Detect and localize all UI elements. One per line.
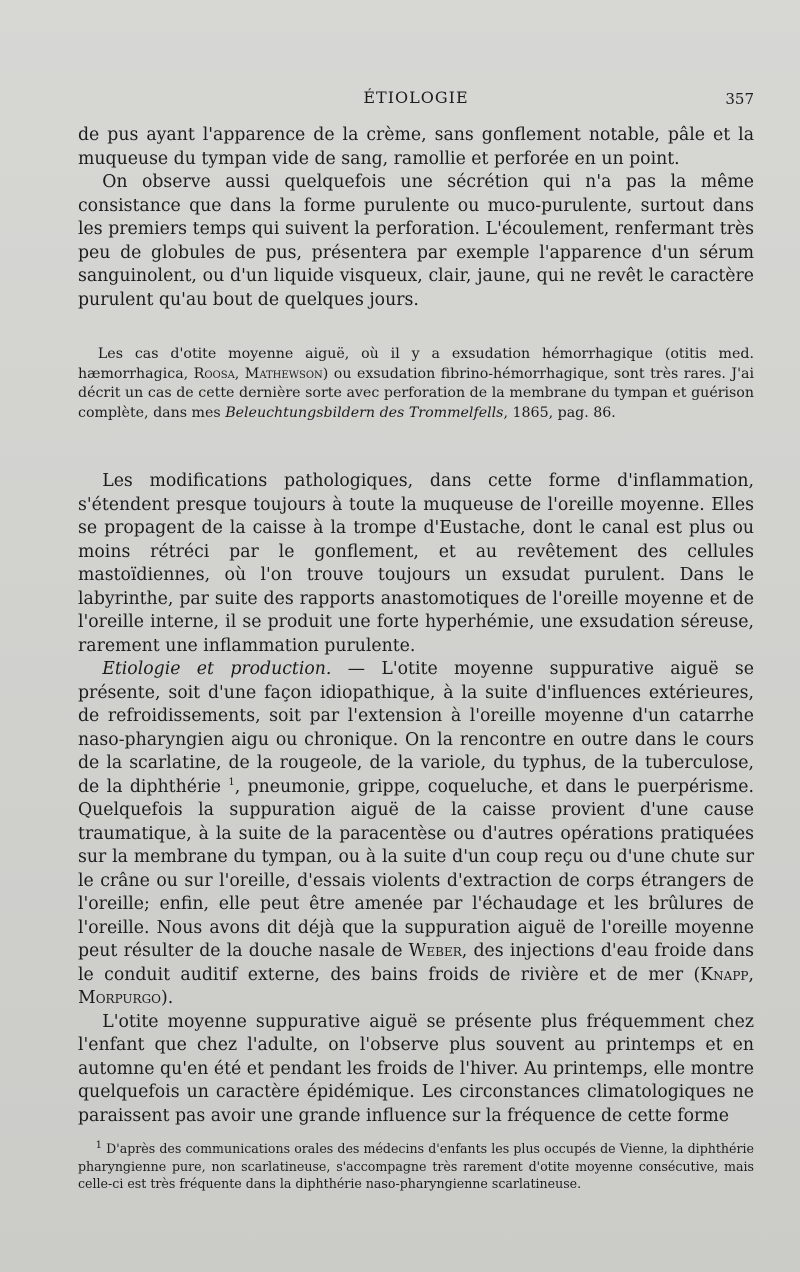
footnote-text: D'après des communications orales des médecins d'enfants les plus occupés de Vienne, la diphthérie pharyngienne pure, non scarlatineuse, s'accompagne très rarement d'otite moyenne consécutive, mais celle-ci est très fréquente dans la diphthérie naso-pharyngienne scarlatineuse. <box>78 1141 754 1191</box>
note-text-b: , <box>234 365 245 382</box>
intro-paragraph-1: de pus ayant l'apparence de la crème, sans gonflement notable, pâle et la muqueuse du tympan vide de sang, ramollie et perforée en un point. <box>78 125 754 169</box>
footnote-paragraph <box>78 1140 754 1193</box>
main-paragraph-3: L'otite moyenne suppurative aiguë se présente plus fréquemment chez l'enfant que chez l'adulte, on l'observe plus souvent au printemps et en automne qu'en été et pendant les froids de l'hiver. Au printemps, elle montre quelquefois un caractère épidémique. Les circonstances climatologiques ne paraissent pas avoir une grande influence sur la fréquence de cette forme <box>78 1011 754 1126</box>
main-paragraph-2 <box>78 658 754 1011</box>
page-header <box>78 88 754 114</box>
author-mathewson: Mathewson <box>244 365 323 382</box>
p2-text-e: ). <box>161 988 174 1008</box>
running-title: ÉTIOLOGIE <box>363 88 469 107</box>
small-print-note <box>78 345 754 423</box>
note-text-a: Les cas d'otite moyenne aiguë, où il y a exsudation hémorrhagique (otitis med. hæmorrhagica, <box>78 346 754 382</box>
author-morpurgo: Morpurgo <box>78 988 162 1008</box>
note-text-d: , 1865, pag. 86. <box>503 404 616 421</box>
main-paragraph-1: Les modifications pathologiques, dans cette forme d'inflammation, s'étendent presque toujours à toute la muqueuse de l'oreille moyenne. Elles se propagent de la caisse à la trompe d'Eustache, dont le canal est plus ou moins rétréci par le gonflement, et au revêtement des cellules mastoïdiennes, où l'on trouve toujours un exsudat purulent. Dans le labyrinthe, par suite des rapports anastomotiques de l'oreille moyenne et de l'oreille interne, il se produit une forte hyperhémie, une exsudation séreuse, rarement une inflammation purulente. <box>78 471 754 656</box>
footnote-marker: 1 <box>95 1139 102 1151</box>
footnote <box>78 1140 754 1193</box>
footnote-reference: 1 <box>228 776 235 788</box>
note-text-c: ) ou exsudation fibrino-hémorrhagique, sont très rares. J'ai décrit un cas de cette dernière sorte avec perforation de la membrane du tympan et guérison complète, dans mes <box>78 365 754 421</box>
author-knapp: Knapp <box>700 964 749 985</box>
p2-text-c: , des injections d'eau froide dans le conduit auditif externe, des bains froids de rivière et de mer ( <box>78 941 754 985</box>
intro-section <box>78 124 754 312</box>
intro-paragraph-2: On observe aussi quelquefois une sécrétion qui n'a pas la même consistance que dans la forme purulente ou muco-purulente, surtout dans les premiers temps qui suivent la perforation. L'écoulement, renfermant très peu de globules de pus, présentera par exemple l'apparence d'un sérum sanguinolent, ou d'un liquide visqueux, clair, jaune, qui ne revêt le caractère purulent qu'au bout de quelques jours. <box>78 172 754 310</box>
work-title: Beleuchtungsbildern des Trommelfells <box>225 404 504 421</box>
author-roosa: Roosa <box>193 365 235 382</box>
main-section <box>78 470 754 1128</box>
section-heading-etiologie: Etiologie et production. <box>102 659 332 679</box>
p2-text-d: , <box>748 964 754 985</box>
page-number: 357 <box>725 90 754 108</box>
author-weber: Weber <box>408 941 462 961</box>
p2-text-b: , pneumonie, grippe, coqueluche, et dans le puerpérisme. Quelquefois la suppuration aiguë de la caisse provient d'une cause traumatique, à la suite de la paracentèse ou d'autres opérations pratiquées sur la membrane du tympan, ou à la suite d'un coup reçu ou d'une chute sur le crâne ou sur l'oreille, d'essais violents d'extraction de corps étrangers de l'oreille; enfin, elle peut être amenée par l'échaudage et les brûlures de l'oreille. Nous avons dit déjà que la suppuration aiguë de l'oreille moyenne peut résulter de la douche nasale de <box>78 776 754 961</box>
note-paragraph <box>78 345 754 423</box>
p2-text-a: — L'otite moyenne suppurative aiguë se présente, soit d'une façon idiopathique, à la suite d'influences extérieures, de refroidissements, soit par l'extension à l'oreille moyenne d'un catarrhe naso-pharyngien aigu ou chronique. On la rencontre en outre dans le cours de la scarlatine, de la rougeole, de la variole, du typhus, de la tuberculose, de la diphthérie <box>78 659 754 797</box>
